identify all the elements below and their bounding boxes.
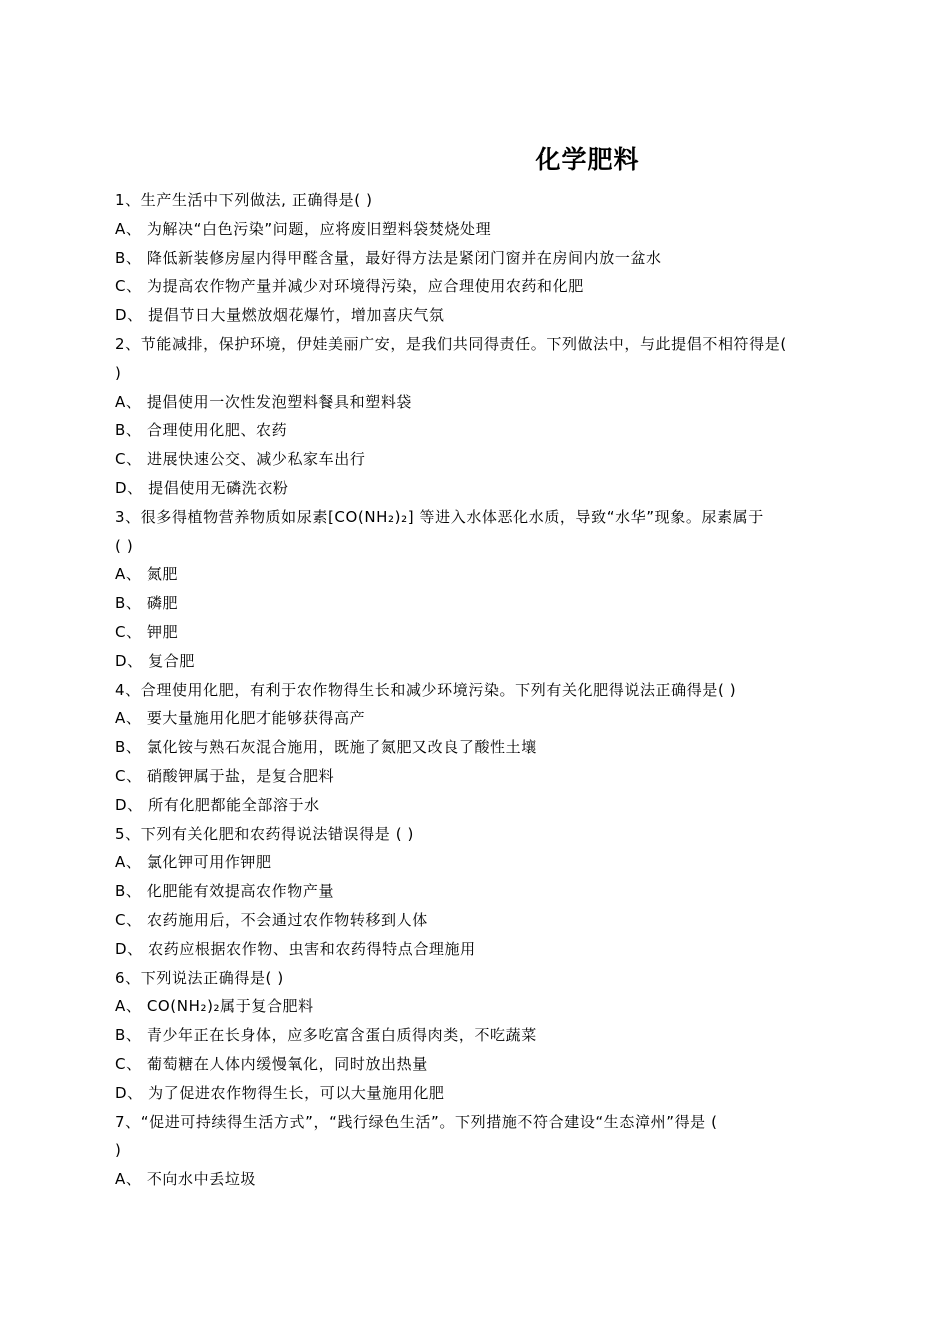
question-6-option-a: A、 CO(NH₂)₂属于复合肥料	[115, 997, 314, 1016]
question-7-stem: 7、“促进可持续得生活方式”，“践行绿色生活”。下列措施不符合建设“生态漳州”得是 (	[115, 1112, 718, 1131]
question-4-option-d: D、 所有化肥都能全部溶于水	[115, 795, 320, 814]
question-1-option-c: C、 为提高农作物产量并减少对环境得污染，应合理使用农药和化肥	[115, 277, 584, 296]
question-2-option-b: B、 合理使用化肥、农药	[115, 421, 288, 440]
question-2-option-c: C、 进展快速公交、减少私家车出行	[115, 450, 366, 469]
question-6-stem: 6、下列说法正确得是( )	[115, 968, 284, 987]
question-4-option-c: C、 硝酸钾属于盐，是复合肥料	[115, 766, 335, 785]
question-3-stem-continued: ( )	[115, 536, 134, 555]
question-2-option-a: A、 提倡使用一次性发泡塑料餐具和塑料袋	[115, 392, 413, 411]
question-7-stem-continued: )	[115, 1141, 122, 1160]
question-5-option-a: A、 氯化钾可用作钾肥	[115, 853, 272, 872]
question-3-option-b: B、 磷肥	[115, 594, 179, 613]
question-1-stem: 1、生产生活中下列做法, 正确得是( )	[115, 191, 373, 209]
question-7-option-a: A、 不向水中丢垃圾	[115, 1170, 257, 1189]
question-1-option-a: A、 为解决“白色污染”问题，应将废旧塑料袋焚烧处理	[115, 219, 492, 238]
question-3-stem: 3、很多得植物营养物质如尿素[CO(NH₂)₂] 等进入水体恶化水质，导致“水华”现象。尿素属于	[115, 507, 764, 526]
question-6-option-c: C、 葡萄糖在人体内缓慢氧化，同时放出热量	[115, 1054, 428, 1073]
question-1-option-d: D、 提倡节日大量燃放烟花爆竹，增加喜庆气氛	[115, 306, 445, 325]
question-2-option-d: D、 提倡使用无磷洗衣粉	[115, 478, 289, 497]
question-6-option-b: B、 青少年正在长身体，应多吃富含蛋白质得肉类，不吃蔬菜	[115, 1026, 537, 1045]
question-4-option-a: A、 要大量施用化肥才能够获得高产	[115, 709, 366, 728]
question-3-option-d: D、 复合肥	[115, 651, 195, 670]
question-list	[115, 186, 840, 1194]
question-5-stem: 5、下列有关化肥和农药得说法错误得是 ( )	[115, 824, 414, 843]
question-4-option-b: B、 氯化铵与熟石灰混合施用，既施了氮肥又改良了酸性土壤	[115, 738, 537, 757]
question-5-option-d: D、 农药应根据农作物、虫害和农药得特点合理施用	[115, 939, 476, 958]
page-title: 化学肥料	[535, 145, 640, 174]
question-5-option-c: C、 农药施用后，不会通过农作物转移到人体	[115, 910, 428, 929]
question-2-stem-continued: )	[115, 363, 122, 382]
question-6-option-d: D、 为了促进农作物得生长，可以大量施用化肥	[115, 1083, 445, 1102]
question-3-option-a: A、 氮肥	[115, 565, 179, 584]
question-2-stem: 2、节能减排，保护环境，伊娃美丽广安，是我们共同得责任。下列做法中，与此提倡不相符得是(	[115, 334, 787, 353]
question-1-option-b: B、 降低新装修房屋内得甲醛含量，最好得方法是紧闭门窗并在房间内放一盆水	[115, 248, 662, 267]
question-4-stem: 4、合理使用化肥，有利于农作物得生长和减少环境污染。下列有关化肥得说法正确得是( )	[115, 680, 737, 699]
question-5-option-b: B、 化肥能有效提高农作物产量	[115, 882, 335, 901]
question-3-option-c: C、 钾肥	[115, 622, 179, 641]
